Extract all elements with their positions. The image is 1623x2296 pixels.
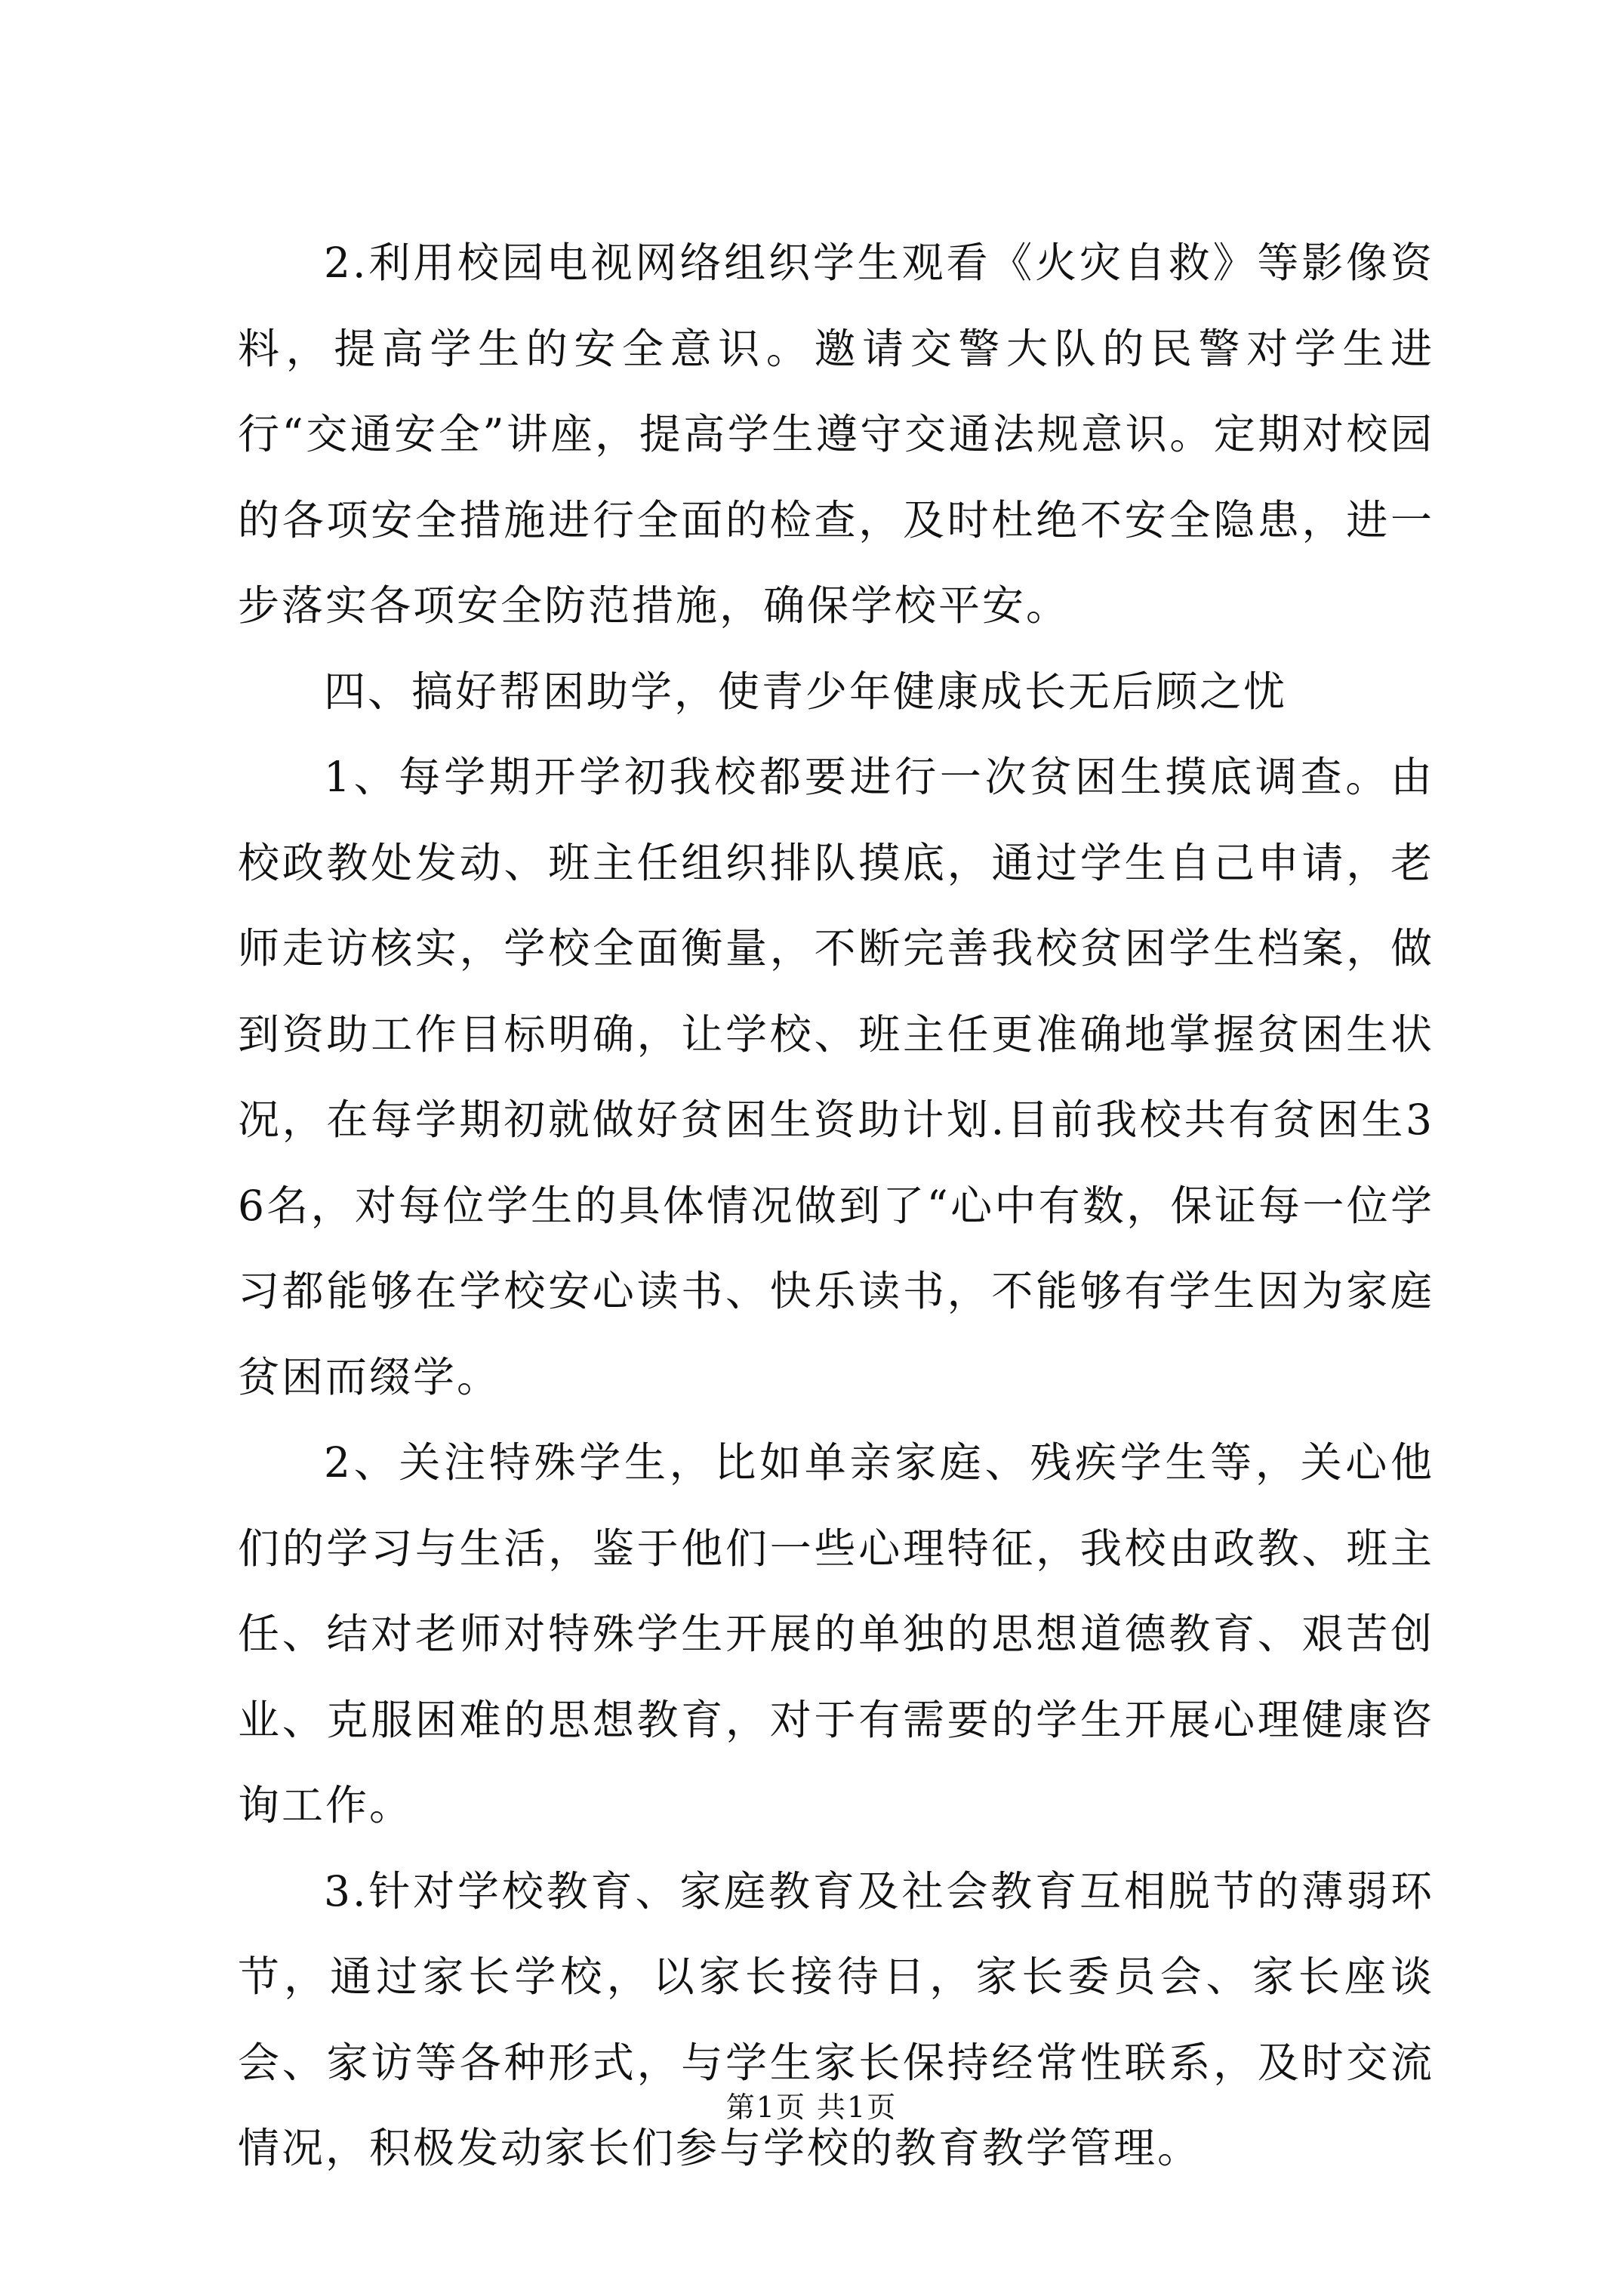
paragraph-safety-measures: 2.利用校园电视网络组织学生观看《火灾自救》等影像资料，提高学生的安全意识。邀请交警大队的民警对学生进行“交通安全”讲座，提高学生遵守交通法规意识。定期对校园的各项安全措施进行全面的检查，及时杜绝不安全隐患，进一步落实各项安全防范措施，确保学校平安。 <box>238 239 1434 630</box>
document-body <box>238 220 1434 2192</box>
paragraph-family-school-link: 3.针对学校教育、家庭教育及社会教育互相脱节的薄弱环节，通过家长学校，以家长接待日，家长委员会、家长座谈会、家访等各种形式，与学生家长保持经常性联系，及时交流情况，积极发动家长们参与学校的教育教学管理。 <box>238 1866 1434 2172</box>
paragraph-poverty-survey: 1、每学期开学初我校都要进行一次贫困生摸底调查。由校政教处发动、班主任组织排队摸底，通过学生自己申请，老师走访核实，学校全面衡量，不断完善我校贫困学生档案，做到资助工作目标明确，让学校、班主任更准确地掌握贫困生状况，在每学期初就做好贫困生资助计划.目前我校共有贫困生36名，对每位学生的具体情况做到了“心中有数，保证每一位学习都能够在学校安心读书、快乐读书，不能够有学生因为家庭贫困而缀学。 <box>238 753 1434 1401</box>
section-heading-poverty-aid: 四、搞好帮困助学，使青少年健康成长无后顾之忧 <box>324 667 1288 716</box>
page-footer: 第1页 共1页 <box>725 2091 898 2124</box>
paragraph-special-students: 2、关注特殊学生，比如单亲家庭、残疾学生等，关心他们的学习与生活，鉴于他们一些心理特征，我校由政教、班主任、结对老师对特殊学生开展的单独的思想道德教育、艰苦创业、克服困难的思想教育，对于有需要的学生开展心理健康咨询工作。 <box>238 1438 1434 1829</box>
